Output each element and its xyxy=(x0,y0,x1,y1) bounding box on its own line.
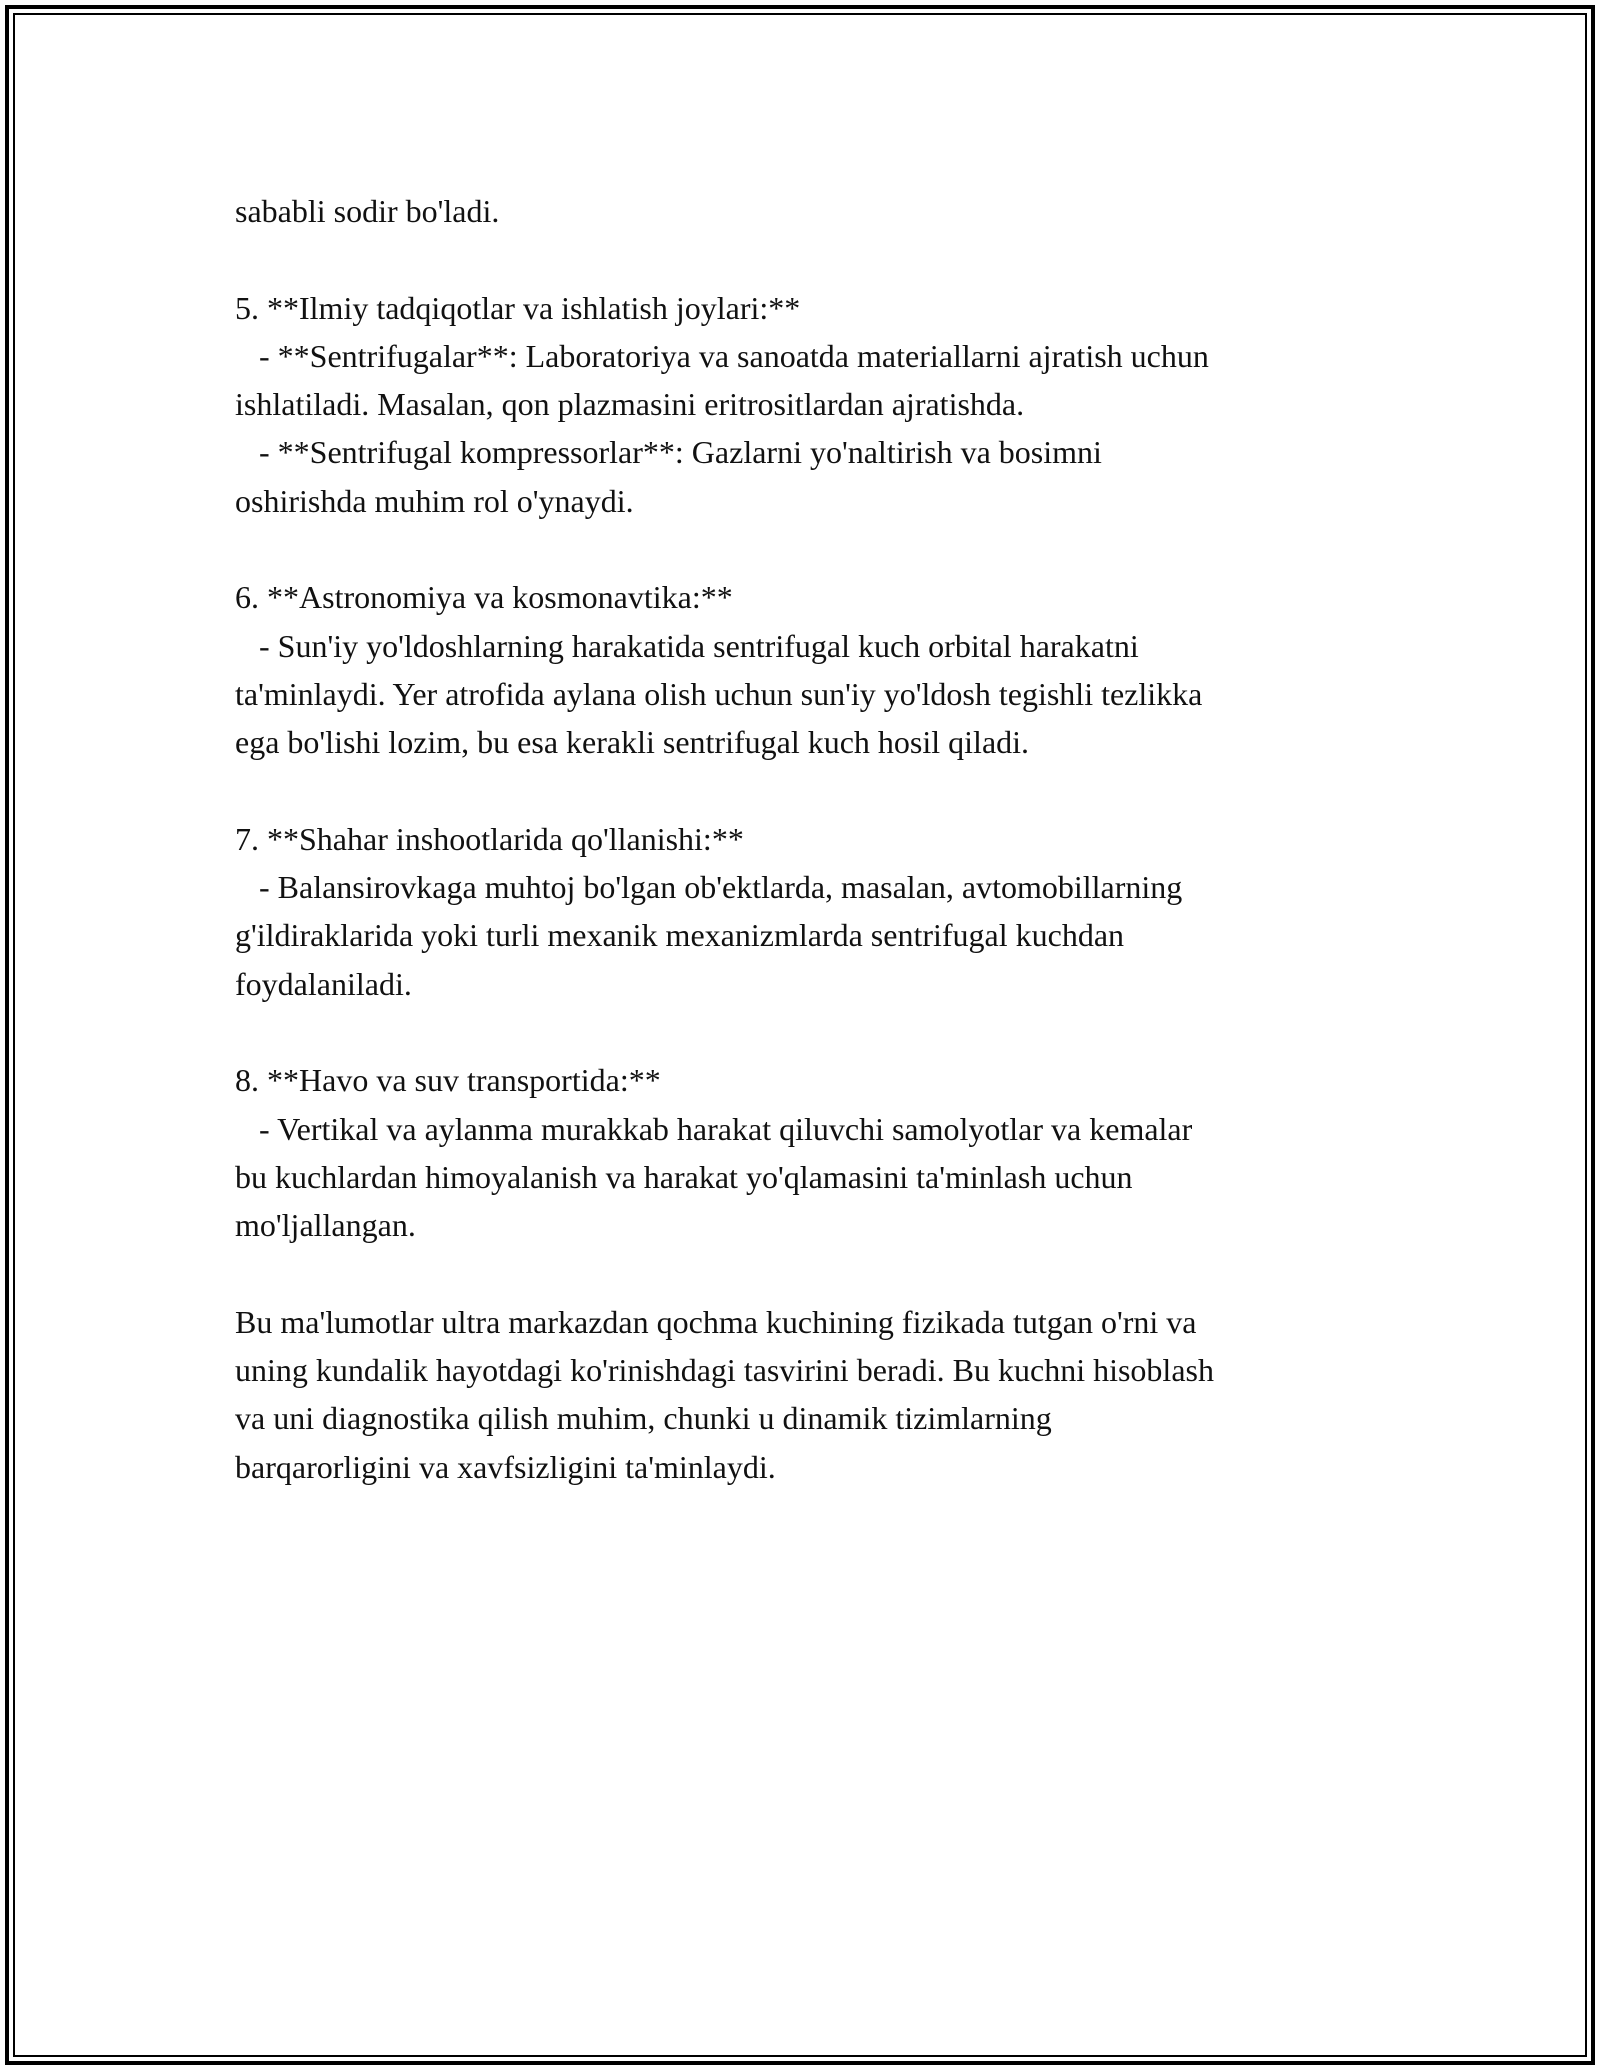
text-line: oshirishda muhim rol o'ynaydi. xyxy=(235,482,634,519)
paragraph-gap xyxy=(235,767,1375,815)
text-line: mo'ljallangan. xyxy=(235,1207,416,1244)
text-line: g'ildiraklarida yoki turli mexanik mexanizmlarda sentrifugal kuchdan xyxy=(235,917,1125,954)
text-line: ega bo'lishi lozim, bu esa kerakli sentrifugal kuch hosil qiladi. xyxy=(235,724,1030,761)
text-line: Bu ma'lumotlar ultra markazdan qochma kuchining fizikada tutgan o'rni va xyxy=(235,1303,1197,1340)
list-item: - **Sentrifugalar**: Laboratoriya va sanoatda materiallarni ajratish uchun xyxy=(235,337,1209,374)
text-line: bu kuchlardan himoyalanish va harakat yo'qlamasini ta'minlash uchun xyxy=(235,1158,1133,1195)
section-heading: 8. **Havo va suv transportida:** xyxy=(235,1062,661,1099)
text-line: barqarorligini va xavfsizligini ta'minlaydi. xyxy=(235,1448,776,1485)
section-heading: 7. **Shahar inshootlarida qo'llanishi:** xyxy=(235,820,744,857)
text-line: foydalaniladi. xyxy=(235,965,412,1002)
list-item: - Sun'iy yo'ldoshlarning harakatida sentrifugal kuch orbital harakatni xyxy=(235,627,1139,664)
text-line: ishlatiladi. Masalan, qon plazmasini eritrositlardan ajratishda. xyxy=(235,386,1025,423)
section-heading: 5. **Ilmiy tadqiqotlar va ishlatish joylari:** xyxy=(235,289,801,326)
paragraph-gap xyxy=(235,525,1375,573)
document-body xyxy=(235,187,1375,1491)
text-line: va uni diagnostika qilish muhim, chunki u dinamik tizimlarning xyxy=(235,1400,1052,1437)
list-item: - Balansirovkaga muhtoj bo'lgan ob'ektlarda, masalan, avtomobillarning xyxy=(235,869,1183,906)
text-line: sababli sodir bo'ladi. xyxy=(235,193,500,229)
list-item: - **Sentrifugal kompressorlar**: Gazlarni yo'naltirish va bosimni xyxy=(235,434,1102,471)
paragraph-gap xyxy=(235,235,1375,283)
text-line: uning kundalik hayotdagi ko'rinishdagi tasvirini beradi. Bu kuchni hisoblash xyxy=(235,1352,1214,1389)
text-line: ta'minlaydi. Yer atrofida aylana olish uchun sun'iy yo'ldosh tegishli tezlikka xyxy=(235,675,1203,712)
list-item: - Vertikal va aylanma murakkab harakat qiluvchi samolyotlar va kemalar xyxy=(235,1110,1193,1147)
paragraph-gap xyxy=(235,1250,1375,1298)
paragraph-gap xyxy=(235,1008,1375,1056)
section-heading: 6. **Astronomiya va kosmonavtika:** xyxy=(235,579,733,616)
